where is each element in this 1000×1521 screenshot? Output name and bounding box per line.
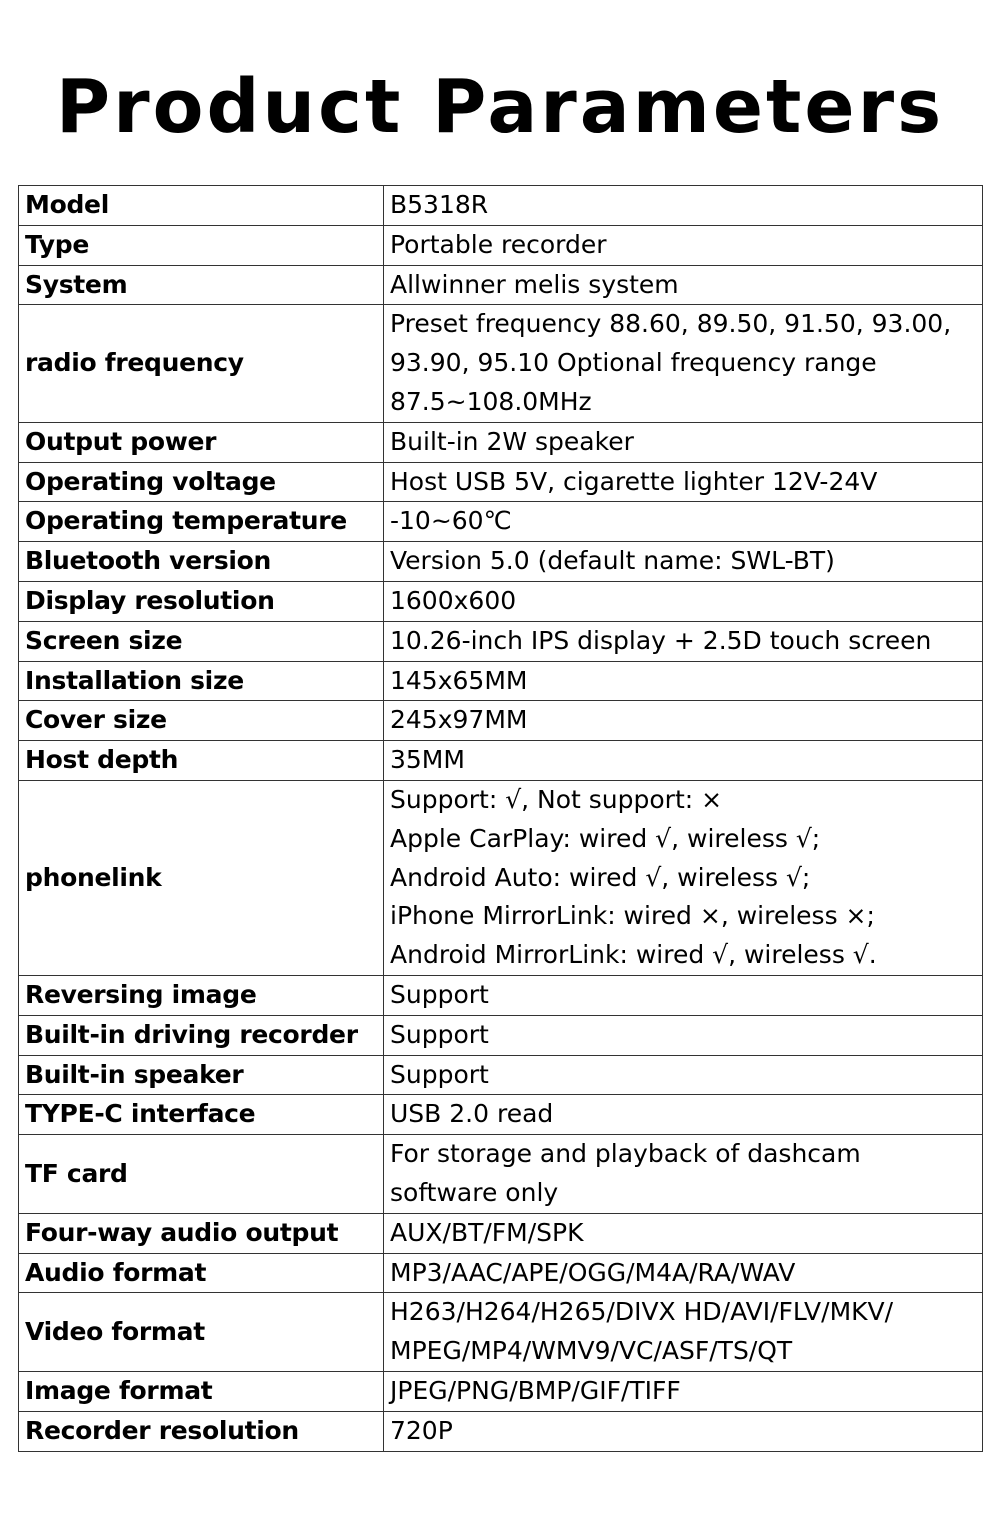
parameter-value: Support: [384, 975, 983, 1015]
parameter-label: Video format: [19, 1293, 384, 1372]
parameter-value: Built-in 2W speaker: [384, 422, 983, 462]
table-row: [19, 225, 983, 265]
table-row: [19, 422, 983, 462]
table-row: [19, 975, 983, 1015]
parameters-table: [18, 185, 983, 1452]
parameter-label: TYPE-C interface: [19, 1095, 384, 1135]
parameter-label: Built-in driving recorder: [19, 1015, 384, 1055]
parameter-label: TF card: [19, 1135, 384, 1214]
parameter-value: Support: [384, 1015, 983, 1055]
parameter-value: 720P: [384, 1411, 983, 1451]
table-row: [19, 1055, 983, 1095]
parameter-value: For storage and playback of dashcam software only: [384, 1135, 983, 1214]
parameter-label: System: [19, 265, 384, 305]
parameter-label: Display resolution: [19, 581, 384, 621]
parameter-label: Built-in speaker: [19, 1055, 384, 1095]
table-row: [19, 780, 983, 975]
parameter-value: 10.26-inch IPS display + 2.5D touch screen: [384, 621, 983, 661]
table-row: [19, 1135, 983, 1214]
table-row: [19, 1371, 983, 1411]
table-row: [19, 1253, 983, 1293]
table-row: [19, 621, 983, 661]
parameter-label: Operating temperature: [19, 502, 384, 542]
parameter-label: Output power: [19, 422, 384, 462]
parameter-label: radio frequency: [19, 305, 384, 422]
table-row: [19, 1213, 983, 1253]
parameter-value: H263/H264/H265/DIVX HD/AVI/FLV/MKV/ MPEG/MP4/WMV9/VC/ASF/TS/QT: [384, 1293, 983, 1372]
table-row: [19, 265, 983, 305]
table-row: [19, 305, 983, 422]
parameter-label: Type: [19, 225, 384, 265]
parameter-value: 245x97MM: [384, 701, 983, 741]
parameter-value: Version 5.0 (default name: SWL-BT): [384, 542, 983, 582]
table-row: [19, 1015, 983, 1055]
parameter-label: Host depth: [19, 741, 384, 781]
parameter-value: 35MM: [384, 741, 983, 781]
table-row: [19, 502, 983, 542]
table-row: [19, 701, 983, 741]
page-title: Product Parameters: [55, 64, 945, 150]
table-row: [19, 1293, 983, 1372]
parameter-value: Host USB 5V, cigarette lighter 12V-24V: [384, 462, 983, 502]
parameter-value: Portable recorder: [384, 225, 983, 265]
parameter-value: 145x65MM: [384, 661, 983, 701]
parameter-label: Recorder resolution: [19, 1411, 384, 1451]
parameter-label: Installation size: [19, 661, 384, 701]
parameter-label: Model: [19, 186, 384, 226]
parameter-value: USB 2.0 read: [384, 1095, 983, 1135]
parameter-value: Support: [384, 1055, 983, 1095]
parameter-value: AUX/BT/FM/SPK: [384, 1213, 983, 1253]
parameter-value: JPEG/PNG/BMP/GIF/TIFF: [384, 1371, 983, 1411]
parameter-value: 1600x600: [384, 581, 983, 621]
parameter-label: Operating voltage: [19, 462, 384, 502]
parameter-label: Bluetooth version: [19, 542, 384, 582]
parameter-label: Four-way audio output: [19, 1213, 384, 1253]
parameter-value: Allwinner melis system: [384, 265, 983, 305]
table-row: [19, 661, 983, 701]
table-row: [19, 186, 983, 226]
parameter-label: Reversing image: [19, 975, 384, 1015]
table-row: [19, 542, 983, 582]
parameter-label: Cover size: [19, 701, 384, 741]
parameters-table-body: [19, 186, 983, 1452]
parameter-value: MP3/AAC/APE/OGG/M4A/RA/WAV: [384, 1253, 983, 1293]
table-row: [19, 741, 983, 781]
parameter-label: Audio format: [19, 1253, 384, 1293]
parameter-label: phonelink: [19, 780, 384, 975]
parameter-value: -10~60℃: [384, 502, 983, 542]
parameter-value: Support: √, Not support: × Apple CarPlay: wired √, wireless √; Android Auto: wired √, wireless √; iPhone MirrorLink: wired ×, wireless ×; Android MirrorLink: wired √, wireless √.: [384, 780, 983, 975]
parameter-value: B5318R: [384, 186, 983, 226]
parameter-label: Image format: [19, 1371, 384, 1411]
table-row: [19, 1411, 983, 1451]
parameter-value: Preset frequency 88.60, 89.50, 91.50, 93.00, 93.90, 95.10 Optional frequency range 87.5~108.0MHz: [384, 305, 983, 422]
table-row: [19, 581, 983, 621]
table-row: [19, 462, 983, 502]
table-row: [19, 1095, 983, 1135]
parameter-label: Screen size: [19, 621, 384, 661]
